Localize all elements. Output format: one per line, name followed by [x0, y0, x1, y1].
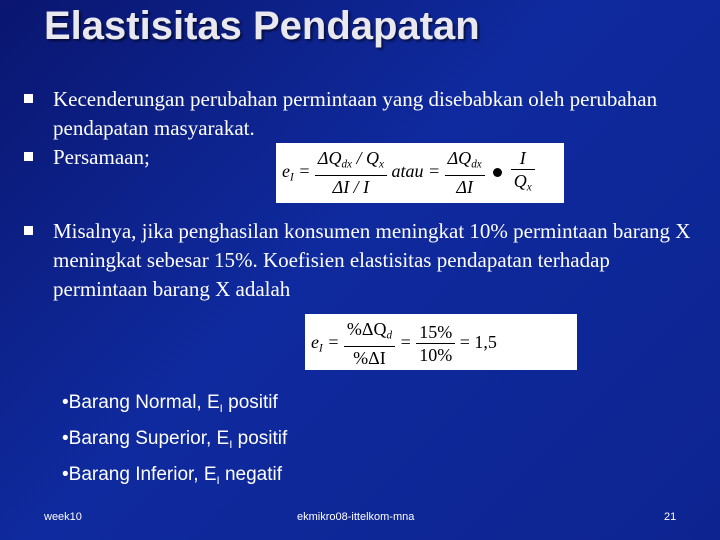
bullet-text: Kecenderungan perubahan permintaan yang disebabkan oleh perubahan pendapatan masyarakat.: [53, 87, 658, 140]
example-elasticity-formula: $e_I$ = $\frac{\%\Delta Q_d}{\%\Delta I}$ = $\frac{15\%}{10\%}$ = 1,5: [305, 314, 577, 370]
formula-result: 1,5: [474, 331, 497, 352]
formula-connector: atau: [391, 160, 424, 181]
bullet-text: Misalnya, jika penghasilan konsumen meningkat 10% permintaan barang X meningkat sebesar 15%. Koefisien elastisitas pendapatan terhadap permintaan barang X adalah: [53, 219, 691, 301]
bullet-text: Persamaan;: [53, 145, 150, 169]
formula-lhs: $e_I$: [311, 331, 323, 355]
bullet-square-icon: [24, 226, 33, 235]
bullet-square-icon: [24, 152, 33, 161]
formula-lhs: $e_I$: [282, 160, 294, 184]
goods-type-list: [62, 388, 287, 496]
formula-fraction-1: $\frac{\%\Delta Q_d}{\%\Delta I}$: [344, 318, 395, 369]
footer-course-code: ekmikro08-ittelkom-mna: [297, 511, 415, 523]
bullet-square-icon: [24, 94, 33, 103]
formula-fraction-1: $\frac{\Delta Q_{dx} / Q_x}{\Delta I / I}$: [315, 147, 387, 198]
formula-fraction-2: $\frac{\Delta Q_{dx}}{\Delta I}$: [445, 147, 485, 198]
footer-week: week10: [44, 511, 82, 523]
formula-fraction-3: $\frac{I}{Q_x}$: [511, 147, 535, 198]
income-elasticity-formula: $e_I$ = $\frac{\Delta Q_{dx} / Q_x}{\Delta I / I}$ atau = $\frac{\Delta Q_{dx}}{\Delta I}$ $\frac{I}{Q_x}$: [276, 143, 564, 203]
footer-page-number: 21: [664, 511, 677, 523]
goods-type-normal: •Barang Normal, $E_I$ positif: [62, 392, 278, 415]
goods-type-inferior: •Barang Inferior, $E_I$ negatif: [62, 463, 283, 487]
multiply-dot-icon: [493, 168, 502, 177]
formula-fraction-2: $\frac{15\%}{10\%}$: [416, 321, 455, 366]
slide-title: Elastisitas Pendapatan: [44, 4, 480, 48]
goods-type-superior: •Barang Superior, $E_I$ positif: [62, 427, 288, 451]
